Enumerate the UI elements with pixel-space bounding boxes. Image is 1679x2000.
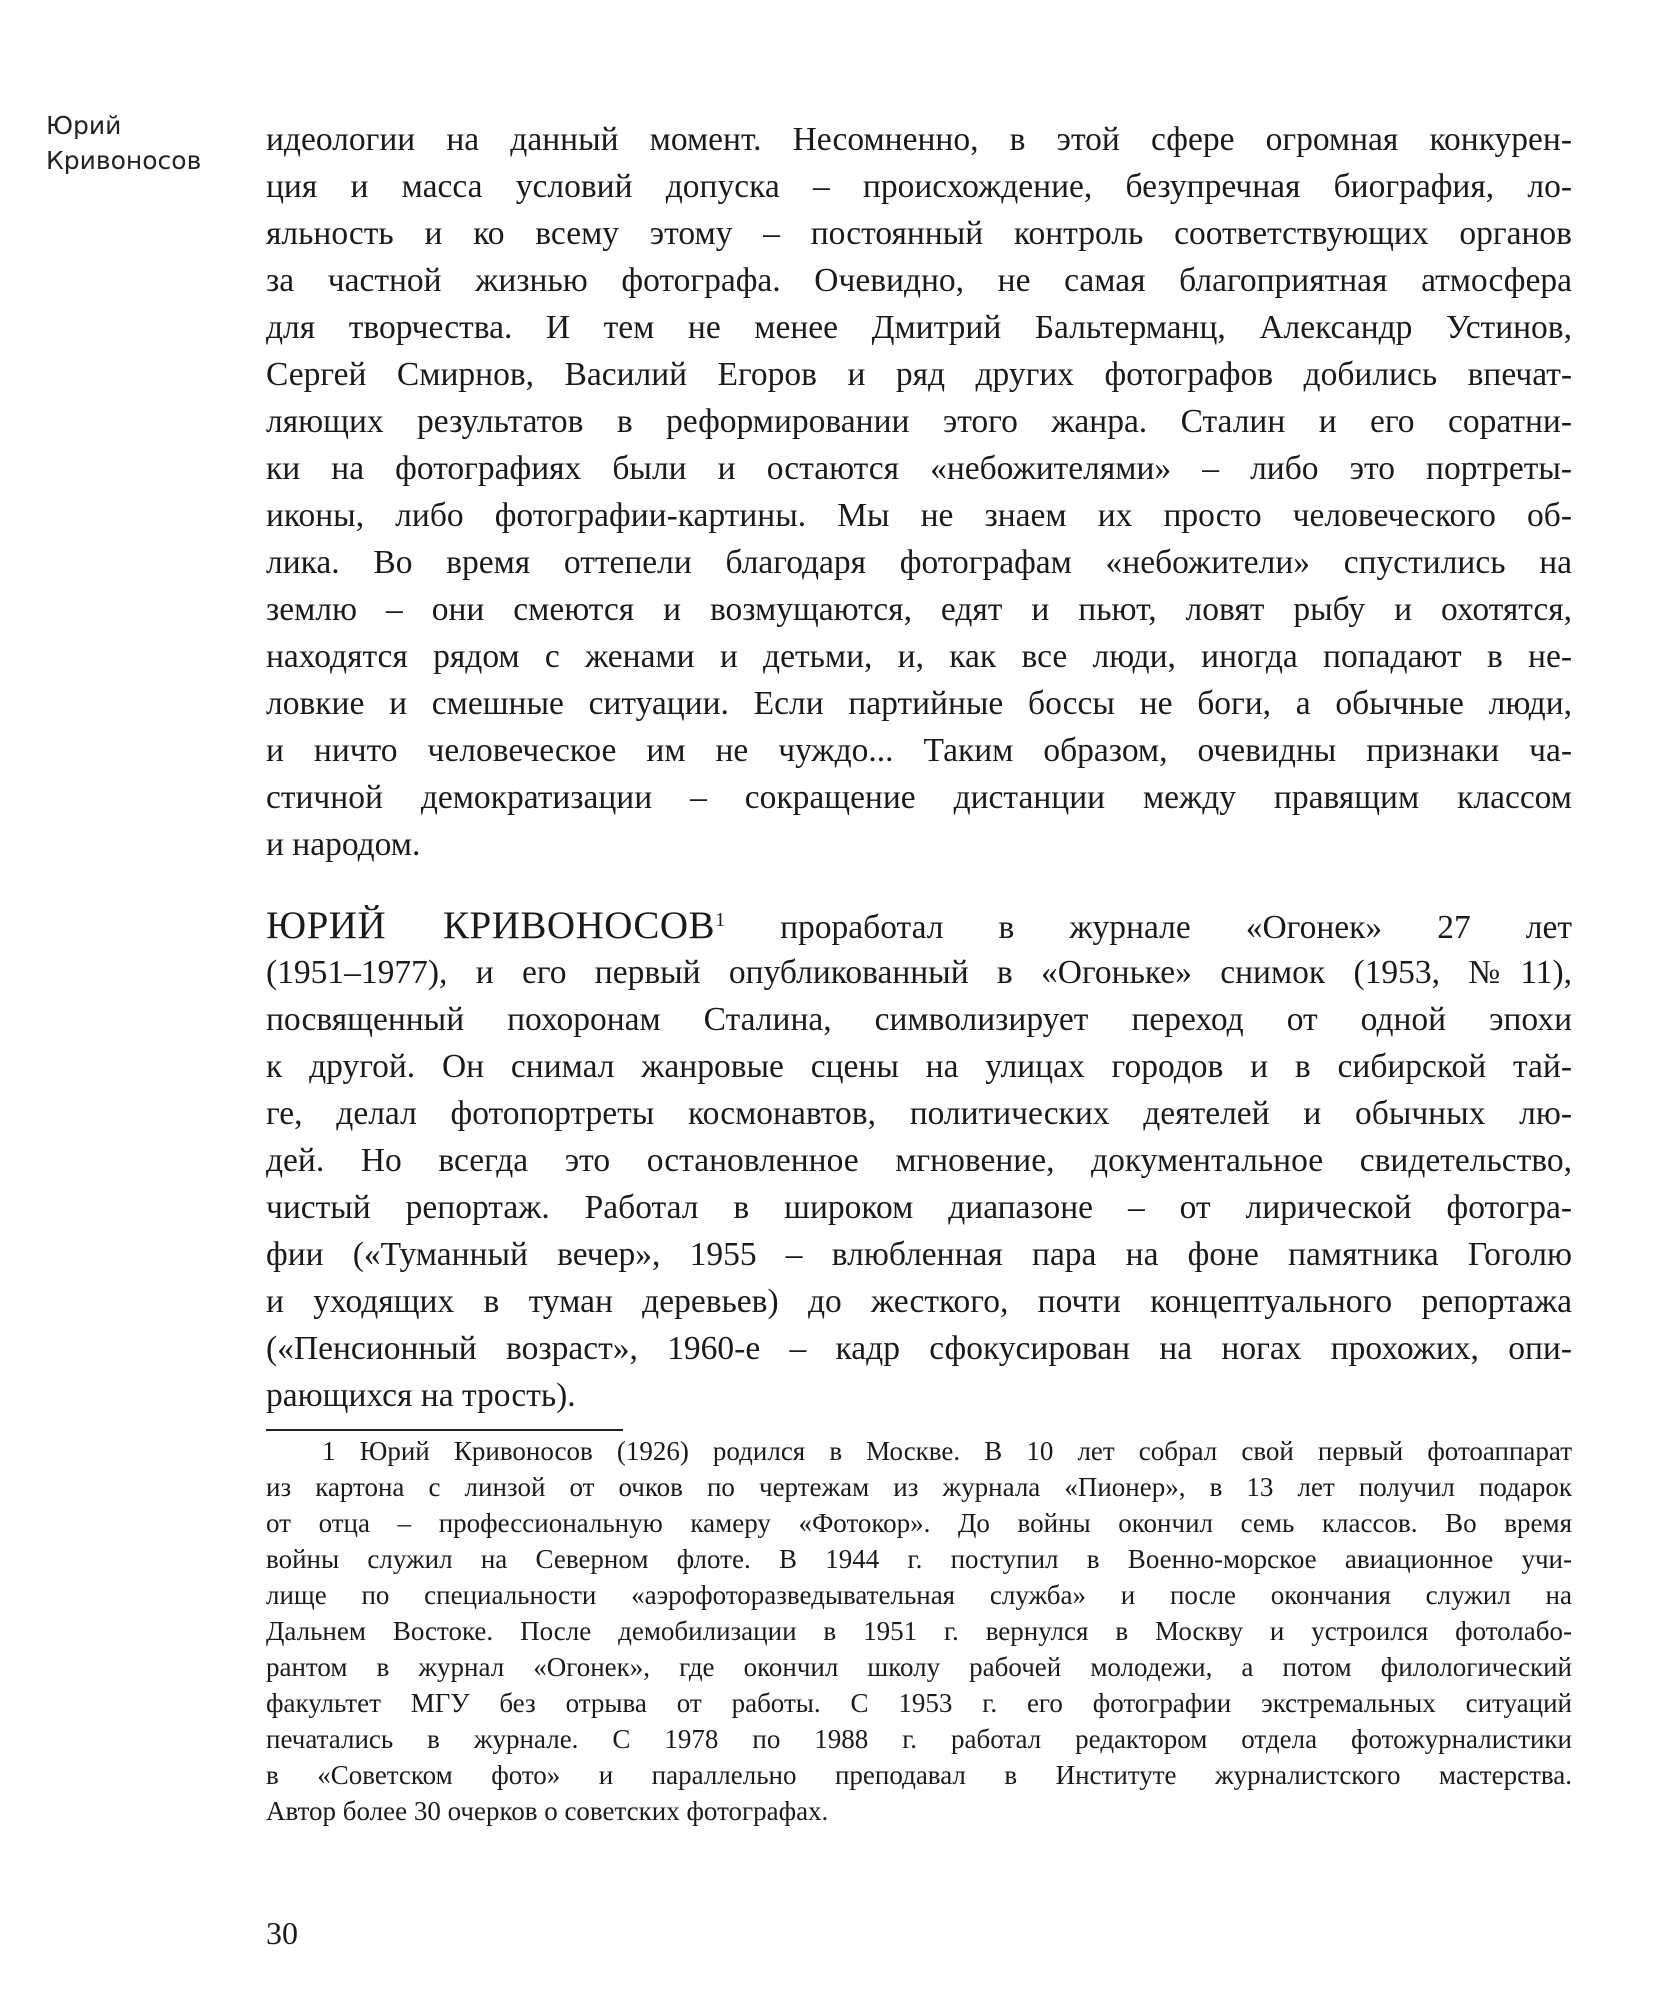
running-head xyxy=(46,108,246,178)
paragraph-1-line: землю – они смеются и возмущаются, едят и пьют, ловят рыбу и охотятся, xyxy=(266,591,1572,628)
paragraph-1-line: идеологии на данный момент. Несомненно, в этой сфере огромная конкурен- xyxy=(266,121,1572,158)
paragraph-2-line: рающихся на трость). xyxy=(266,1377,576,1414)
paragraph-2 xyxy=(266,902,1572,1419)
running-head-first-name: Юрий xyxy=(46,111,122,140)
paragraph-2-line: фии («Туманный вечер», 1955 – влюбленная пара на фоне памятника Гоголю xyxy=(266,1236,1572,1273)
lead-name: ЮРИЙ КРИВОНОСОВ xyxy=(266,904,716,947)
footnote-line: рантом в журнал «Огонек», где окончил школу рабочей молодежи, а потом филологический xyxy=(266,1652,1572,1682)
paragraph-1-line: стичной демократизации – сокращение дистанции между правящим классом xyxy=(266,779,1572,816)
first-line-text: проработал в журнале «Огонек» 27 лет xyxy=(725,909,1572,946)
paragraph-2-line: посвященный похоронам Сталина, символизирует переход от одной эпохи xyxy=(266,1001,1572,1038)
paragraph-1-line: и народом. xyxy=(266,826,421,863)
footnote-line: от отца – профессиональную камеру «Фотокор». До войны окончил семь классов. Во время xyxy=(266,1508,1572,1538)
paragraph-1-line: Сергей Смирнов, Василий Егоров и ряд других фотографов добились впечат- xyxy=(266,356,1572,393)
footnote-line: печатались в журнале. С 1978 по 1988 г. работал редактором отдела фотожурналистики xyxy=(266,1724,1572,1754)
paragraph-1-line: ловкие и смешные ситуации. Если партийные боссы не боги, а обычные люди, xyxy=(266,685,1572,722)
footnote-line: Дальнем Востоке. После демобилизации в 1951 г. вернулся в Москву и устроился фотолабо- xyxy=(266,1616,1572,1646)
footnote-line: 1 Юрий Кривоносов (1926) родился в Москве. В 10 лет собрал свой первый фотоаппарат xyxy=(322,1436,1572,1466)
footnote-separator xyxy=(266,1429,623,1431)
footnote-line: из картона с линзой от очков по чертежам из журнала «Пионер», в 13 лет получил подарок xyxy=(266,1472,1572,1502)
footnote-line: лище по специальности «аэрофоторазведывательная служба» и после окончания служил на xyxy=(266,1580,1572,1610)
paragraph-1-line: ки на фотографиях были и остаются «небожителями» – либо это портреты- xyxy=(266,450,1572,487)
paragraph-2-line: дей. Но всегда это остановленное мгновение, документальное свидетельство, xyxy=(266,1142,1572,1179)
footnote-line: факультет МГУ без отрыва от работы. С 1953 г. его фотографии экстремальных ситуаций xyxy=(266,1688,1572,1718)
footnote-reference: 1 xyxy=(715,908,726,931)
paragraph-2-line: и уходящих в туман деревьев) до жесткого, почти концептуального репортажа xyxy=(266,1283,1572,1320)
footnote-line: в «Советском фото» и параллельно преподавал в Институте журналистского мастерства. xyxy=(266,1760,1572,1790)
paragraph-2-first-line xyxy=(266,902,1572,949)
paragraph-1-line: яльность и ко всему этому – постоянный контроль соответствующих органов xyxy=(266,215,1572,252)
paragraph-1 xyxy=(266,116,1572,868)
paragraph-1-line: и ничто человеческое им не чуждо... Таким образом, очевидны признаки ча- xyxy=(266,732,1572,769)
paragraph-1-line: за частной жизнью фотографа. Очевидно, не самая благоприятная атмосфера xyxy=(266,262,1572,299)
paragraph-1-line: иконы, либо фотографии-картины. Мы не знаем их просто человеческого об- xyxy=(266,497,1572,534)
paragraph-2-line: чистый репортаж. Работал в широком диапазоне – от лирической фотогра- xyxy=(266,1189,1572,1226)
paragraph-2-line: («Пенсионный возраст», 1960-е – кадр сфокусирован на ногах прохожих, опи- xyxy=(266,1330,1572,1367)
footnote-line: Автор более 30 очерков о советских фотографах. xyxy=(266,1796,829,1826)
footnote xyxy=(266,1433,1572,1829)
paragraph-1-line: лика. Во время оттепели благодаря фотографам «небожители» спустились на xyxy=(266,544,1572,581)
footnote-line: войны служил на Северном флоте. В 1944 г. поступил в Военно-морское авиационное учи- xyxy=(266,1544,1572,1574)
running-head-last-name: Кривоносов xyxy=(46,146,202,175)
paragraph-1-line: ция и масса условий допуска – происхождение, безупречная биография, ло- xyxy=(266,168,1572,205)
paragraph-1-line: ляющих результатов в реформировании этого жанра. Сталин и его соратни- xyxy=(266,403,1572,440)
paragraph-1-line: для творчества. И тем не менее Дмитрий Бальтерманц, Александр Устинов, xyxy=(266,309,1572,346)
page-number: 30 xyxy=(266,1915,298,1951)
paragraph-1-line: находятся рядом с женами и детьми, и, как все люди, иногда попадают в не- xyxy=(266,638,1572,675)
paragraph-2-line: к другой. Он снимал жанровые сцены на улицах городов и в сибирской тай- xyxy=(266,1048,1572,1085)
paragraph-2-line: (1951–1977), и его первый опубликованный в «Огоньке» снимок (1953, №11), xyxy=(266,954,1572,991)
paragraph-2-line: ге, делал фотопортреты космонавтов, политических деятелей и обычных лю- xyxy=(266,1095,1572,1132)
